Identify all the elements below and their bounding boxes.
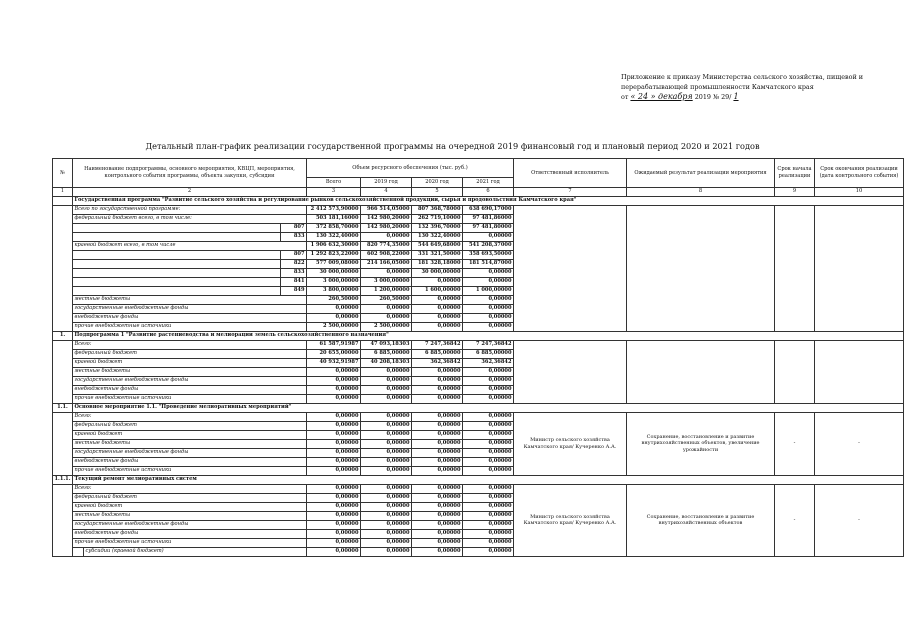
amount-cell: 1 200,00000 bbox=[361, 286, 412, 295]
amount-cell: 0,00000 bbox=[307, 448, 361, 457]
amount-cell: 181 328,18000 bbox=[412, 259, 463, 268]
col-number: 5 bbox=[412, 187, 463, 196]
amount-cell: 0,00000 bbox=[361, 367, 412, 376]
amount-cell: 544 649,68000 bbox=[412, 241, 463, 250]
amount-cell: 7 247,36842 bbox=[463, 340, 514, 349]
amount-cell: 0,00000 bbox=[412, 394, 463, 403]
amount-cell: 0,00000 bbox=[307, 538, 361, 547]
amount-cell: 0,00000 bbox=[463, 304, 514, 313]
amount-cell: 0,00000 bbox=[307, 511, 361, 520]
amount-cell: 6 885,00000 bbox=[412, 349, 463, 358]
amount-cell: 0,00000 bbox=[412, 547, 463, 556]
code-cell: 822 bbox=[281, 259, 307, 268]
amount-cell: 1 292 823,22000 bbox=[307, 250, 361, 259]
row-label: Всего: bbox=[73, 412, 307, 421]
amount-cell: 130 322,40000 bbox=[412, 232, 463, 241]
col-number: 2 bbox=[73, 187, 307, 196]
amount-cell: 372 858,70000 bbox=[307, 223, 361, 232]
amount-cell: 0,00000 bbox=[361, 304, 412, 313]
amount-cell: 0,00000 bbox=[412, 457, 463, 466]
start-cell bbox=[775, 340, 815, 403]
amount-cell: 0,00000 bbox=[463, 511, 514, 520]
amount-cell: 0,00000 bbox=[463, 457, 514, 466]
amount-cell: 0,00000 bbox=[307, 385, 361, 394]
amount-cell: 0,00000 bbox=[412, 430, 463, 439]
header-result: Ожидаемый результат реализации мероприятия bbox=[627, 159, 775, 188]
amount-cell: 0,00000 bbox=[412, 493, 463, 502]
amount-cell: 0,00000 bbox=[361, 430, 412, 439]
row-label: федеральный бюджет bbox=[73, 349, 307, 358]
amount-cell: 30 000,00000 bbox=[307, 268, 361, 277]
amount-cell: 3 000,00000 bbox=[361, 277, 412, 286]
row-label: краевой бюджет bbox=[73, 358, 307, 367]
amount-cell: 0,00000 bbox=[361, 376, 412, 385]
amount-cell: 0,00000 bbox=[361, 268, 412, 277]
code-cell: 833 bbox=[281, 268, 307, 277]
amount-cell: 2 500,00000 bbox=[361, 322, 412, 331]
amount-cell: 0,00000 bbox=[412, 439, 463, 448]
row-label: местные бюджеты bbox=[73, 367, 307, 376]
section-row bbox=[53, 403, 904, 412]
header-start: Срок начала реализации bbox=[775, 159, 815, 188]
row-label: Всего по государственной программе: bbox=[73, 205, 307, 214]
amount-cell: 0,00000 bbox=[463, 421, 514, 430]
result-cell bbox=[627, 205, 775, 331]
amount-cell: 40 932,91987 bbox=[307, 358, 361, 367]
amount-cell: 503 181,16000 bbox=[307, 214, 361, 223]
amount-cell: 362,36842 bbox=[463, 358, 514, 367]
amount-cell: 0,00000 bbox=[307, 421, 361, 430]
amount-cell: 0,00000 bbox=[463, 412, 514, 421]
amount-cell: 331 321,50000 bbox=[412, 250, 463, 259]
row-label: прочие внебюджетные источники bbox=[73, 322, 307, 331]
approval-date-prefix: от bbox=[621, 93, 629, 101]
amount-cell: 0,00000 bbox=[361, 439, 412, 448]
col-number: 4 bbox=[361, 187, 412, 196]
amount-cell: 541 208,37000 bbox=[463, 241, 514, 250]
header-2019: 2019 год bbox=[361, 178, 412, 188]
amount-cell: 2 412 573,90000 bbox=[307, 205, 361, 214]
amount-cell: 0,00000 bbox=[412, 304, 463, 313]
amount-cell: 260,50000 bbox=[307, 295, 361, 304]
row-label: местные бюджеты bbox=[73, 511, 307, 520]
amount-cell: 0,00000 bbox=[307, 520, 361, 529]
row-number: 1. bbox=[53, 331, 73, 340]
amount-cell: 0,00000 bbox=[463, 376, 514, 385]
amount-cell: 0,00000 bbox=[307, 466, 361, 475]
amount-cell: 0,00000 bbox=[463, 484, 514, 493]
table-row bbox=[53, 340, 904, 349]
amount-cell: 0,00000 bbox=[361, 547, 412, 556]
amount-cell: 966 514,05000 bbox=[361, 205, 412, 214]
amount-cell: 2 500,00000 bbox=[307, 322, 361, 331]
empty-cell bbox=[73, 250, 281, 259]
amount-cell: 0,00000 bbox=[412, 511, 463, 520]
result-cell: Сохранение, восстановление и развитие внутрихозяйственных объектов bbox=[627, 484, 775, 556]
row-label: федеральный бюджет bbox=[73, 421, 307, 430]
document-title: Детальный план-график реализации государственной программы на очередной 2019 финансовый год и плановый период 2020 и 2021 годов bbox=[145, 141, 760, 151]
amount-cell: 47 093,18303 bbox=[361, 340, 412, 349]
amount-cell: 3 000,00000 bbox=[307, 277, 361, 286]
amount-cell: 97 481,86000 bbox=[463, 214, 514, 223]
amount-cell: 0,00000 bbox=[307, 439, 361, 448]
approval-order: 2019 № 29/ bbox=[694, 93, 732, 101]
executor-cell bbox=[514, 340, 627, 403]
amount-cell: 0,00000 bbox=[412, 412, 463, 421]
executor-cell bbox=[514, 205, 627, 331]
approval-note bbox=[621, 73, 891, 103]
amount-cell: 0,00000 bbox=[361, 484, 412, 493]
amount-cell: 0,00000 bbox=[361, 529, 412, 538]
table-row bbox=[53, 205, 904, 214]
col-number: 10 bbox=[815, 187, 904, 196]
amount-cell: 0,00000 bbox=[463, 322, 514, 331]
row-number: 1.1.1. bbox=[53, 475, 73, 484]
start-cell: - bbox=[775, 484, 815, 556]
program-title: Государственная программа "Развитие сельского хозяйства и регулирование рынков сельскохозяйственной продукции, сырья и продовольствия Камчатского края" bbox=[73, 196, 904, 205]
empty-cell bbox=[73, 547, 84, 556]
header-total: Всего bbox=[307, 178, 361, 188]
amount-cell: 1 600,00000 bbox=[412, 286, 463, 295]
amount-cell: 1 906 632,30000 bbox=[307, 241, 361, 250]
code-cell: 849 bbox=[281, 286, 307, 295]
amount-cell: 142 980,20000 bbox=[361, 223, 412, 232]
executor-cell: Министр сельского хозяйства Камчатского края/ Кучеренко А.А. bbox=[514, 412, 627, 475]
amount-cell: 0,00000 bbox=[463, 232, 514, 241]
end-cell: - bbox=[815, 412, 904, 475]
amount-cell: 0,00000 bbox=[361, 457, 412, 466]
row-label: Всего: bbox=[73, 484, 307, 493]
amount-cell: 0,00000 bbox=[412, 385, 463, 394]
amount-cell: 0,00000 bbox=[463, 367, 514, 376]
amount-cell: 0,00000 bbox=[361, 385, 412, 394]
header-end: Срок окончания реализации (дата контрольного события) bbox=[815, 159, 904, 188]
row-number: 1.1. bbox=[53, 403, 73, 412]
amount-cell: 6 885,00000 bbox=[361, 349, 412, 358]
col-number: 7 bbox=[514, 187, 627, 196]
amount-cell: 0,00000 bbox=[361, 448, 412, 457]
amount-cell: 0,00000 bbox=[412, 502, 463, 511]
amount-cell: 0,00000 bbox=[361, 502, 412, 511]
header-num: № bbox=[53, 159, 73, 188]
section-title: Подпрограмма 1 "Развитие растениеводства и мелиорации земель сельскохозяйственного назначения" bbox=[73, 331, 904, 340]
amount-cell: 130 322,40000 bbox=[307, 232, 361, 241]
amount-cell: 0,00000 bbox=[463, 439, 514, 448]
table-row bbox=[53, 484, 904, 493]
amount-cell: 262 719,10000 bbox=[412, 214, 463, 223]
approval-line-1: Приложение к приказу Министерства сельского хозяйства, пищевой и bbox=[621, 73, 864, 81]
amount-cell: 0,00000 bbox=[307, 412, 361, 421]
amount-cell: 0,00000 bbox=[463, 547, 514, 556]
empty-cell bbox=[73, 259, 281, 268]
end-cell bbox=[815, 340, 904, 403]
header-2020: 2020 год bbox=[412, 178, 463, 188]
amount-cell: 0,00000 bbox=[361, 466, 412, 475]
row-label: прочие внебюджетные источники bbox=[73, 538, 307, 547]
amount-cell: 0,00000 bbox=[361, 313, 412, 322]
amount-cell: 1 000,00000 bbox=[463, 286, 514, 295]
amount-cell: 0,00000 bbox=[412, 421, 463, 430]
end-cell bbox=[815, 205, 904, 331]
row-label: государственные внебюджетные фонды bbox=[73, 520, 307, 529]
empty-cell bbox=[73, 277, 281, 286]
col-number: 6 bbox=[463, 187, 514, 196]
row-label: внебюджетные фонды bbox=[73, 385, 307, 394]
amount-cell: 0,00000 bbox=[463, 277, 514, 286]
amount-cell: 0,00000 bbox=[463, 520, 514, 529]
executor-cell: Министр сельского хозяйства Камчатского края/ Кучеренко А.А. bbox=[514, 484, 627, 556]
amount-cell: 577 009,08000 bbox=[307, 259, 361, 268]
amount-cell: 0,00000 bbox=[412, 484, 463, 493]
amount-cell: 0,00000 bbox=[307, 430, 361, 439]
amount-cell: 0,00000 bbox=[412, 466, 463, 475]
amount-cell: 0,00000 bbox=[361, 538, 412, 547]
amount-cell: 0,00000 bbox=[361, 493, 412, 502]
header-name: Наименование подпрограммы, основного мероприятия, КВЦП, мероприятия, контрольного события программы, объекта закупки, субсидии bbox=[73, 159, 307, 188]
amount-cell: 97 481,80000 bbox=[463, 223, 514, 232]
amount-cell: 0,00000 bbox=[307, 394, 361, 403]
col-number: 1 bbox=[53, 187, 73, 196]
amount-cell: 0,00000 bbox=[463, 268, 514, 277]
row-label: прочие внебюджетные источники bbox=[73, 466, 307, 475]
row-label: местные бюджеты bbox=[73, 295, 307, 304]
empty-cell bbox=[73, 232, 281, 241]
header-volume: Объем ресурсного обеспечения (тыс. руб.) bbox=[307, 159, 514, 178]
start-cell bbox=[775, 205, 815, 331]
amount-cell: 0,00000 bbox=[412, 295, 463, 304]
row-label: прочие внебюджетные источники bbox=[73, 394, 307, 403]
approval-line-3 bbox=[621, 92, 891, 103]
section-row bbox=[53, 475, 904, 484]
amount-cell: 0,00000 bbox=[307, 529, 361, 538]
amount-cell: 260,50000 bbox=[361, 295, 412, 304]
amount-cell: 0,00000 bbox=[463, 394, 514, 403]
amount-cell: 358 693,50000 bbox=[463, 250, 514, 259]
amount-cell: 0,00000 bbox=[463, 385, 514, 394]
row-label: местные бюджеты bbox=[73, 439, 307, 448]
result-cell bbox=[627, 340, 775, 403]
amount-cell: 0,00000 bbox=[463, 466, 514, 475]
approval-date: « 24 » декабря bbox=[630, 92, 693, 101]
amount-cell: 0,00000 bbox=[412, 529, 463, 538]
amount-cell: 0,00000 bbox=[412, 367, 463, 376]
code-cell: 833 bbox=[281, 232, 307, 241]
amount-cell: 0,00000 bbox=[361, 511, 412, 520]
row-label: краевой бюджет bbox=[73, 430, 307, 439]
plan-schedule-table bbox=[52, 158, 904, 557]
code-cell: 807 bbox=[281, 250, 307, 259]
amount-cell: 807 368,78000 bbox=[412, 205, 463, 214]
amount-cell: 40 208,18303 bbox=[361, 358, 412, 367]
row-label: государственные внебюджетные фонды bbox=[73, 448, 307, 457]
amount-cell: 0,00000 bbox=[307, 457, 361, 466]
amount-cell: 0,00000 bbox=[307, 493, 361, 502]
amount-cell: 0,00000 bbox=[412, 376, 463, 385]
amount-cell: 61 587,91987 bbox=[307, 340, 361, 349]
empty-cell bbox=[53, 340, 73, 403]
amount-cell: 362,36842 bbox=[412, 358, 463, 367]
amount-cell: 0,00000 bbox=[463, 430, 514, 439]
amount-cell: 132 396,70000 bbox=[412, 223, 463, 232]
amount-cell: 20 655,00000 bbox=[307, 349, 361, 358]
empty-cell bbox=[73, 223, 281, 232]
amount-cell: 0,00000 bbox=[412, 448, 463, 457]
table-row bbox=[53, 412, 904, 421]
amount-cell: 181 514,87000 bbox=[463, 259, 514, 268]
amount-cell: 0,00000 bbox=[412, 313, 463, 322]
amount-cell: 142 980,20000 bbox=[361, 214, 412, 223]
amount-cell: 214 166,05000 bbox=[361, 259, 412, 268]
amount-cell: 0,00000 bbox=[463, 529, 514, 538]
amount-cell: 6 885,00000 bbox=[463, 349, 514, 358]
amount-cell: 0,00000 bbox=[361, 520, 412, 529]
header-2021: 2021 год bbox=[463, 178, 514, 188]
row-label: внебюджетные фонды bbox=[73, 529, 307, 538]
approval-order-number: 1 bbox=[733, 92, 739, 101]
amount-cell: 0,00000 bbox=[463, 448, 514, 457]
amount-cell: 0,00000 bbox=[463, 313, 514, 322]
amount-cell: 0,00000 bbox=[463, 538, 514, 547]
amount-cell: 7 247,36842 bbox=[412, 340, 463, 349]
amount-cell: 0,00000 bbox=[307, 484, 361, 493]
amount-cell: 0,00000 bbox=[412, 538, 463, 547]
row-label: внебюджетные фонды bbox=[73, 457, 307, 466]
start-cell: - bbox=[775, 412, 815, 475]
amount-cell: 0,00000 bbox=[412, 277, 463, 286]
row-label: государственные внебюджетные фонды bbox=[73, 376, 307, 385]
col-number: 8 bbox=[627, 187, 775, 196]
row-label: государственные внебюджетные фонды bbox=[73, 304, 307, 313]
row-label: краевой бюджет bbox=[73, 502, 307, 511]
row-label: субсидии (краевой бюджет) bbox=[84, 547, 307, 556]
end-cell: - bbox=[815, 484, 904, 556]
amount-cell: 0,00000 bbox=[361, 421, 412, 430]
row-label: внебюджетные фонды bbox=[73, 313, 307, 322]
amount-cell: 0,00000 bbox=[463, 493, 514, 502]
empty-cell bbox=[53, 484, 73, 556]
amount-cell: 0,00000 bbox=[307, 367, 361, 376]
section-row bbox=[53, 331, 904, 340]
result-cell: Сохранение, восстановление и развитие внутрихозяйственных объектов, увеличение урожайности bbox=[627, 412, 775, 475]
amount-cell: 0,00000 bbox=[361, 394, 412, 403]
row-label: федеральный бюджет bbox=[73, 493, 307, 502]
amount-cell: 30 000,00000 bbox=[412, 268, 463, 277]
amount-cell: 0,00000 bbox=[307, 376, 361, 385]
col-number: 3 bbox=[307, 187, 361, 196]
code-cell: 841 bbox=[281, 277, 307, 286]
amount-cell: 0,00000 bbox=[361, 412, 412, 421]
amount-cell: 0,00000 bbox=[307, 547, 361, 556]
amount-cell: 0,00000 bbox=[307, 502, 361, 511]
code-cell: 807 bbox=[281, 223, 307, 232]
amount-cell: 3 800,00000 bbox=[307, 286, 361, 295]
amount-cell: 602 908,22000 bbox=[361, 250, 412, 259]
empty-cell bbox=[73, 286, 281, 295]
header-executor: Ответственный исполнитель bbox=[514, 159, 627, 188]
amount-cell: 0,00000 bbox=[463, 295, 514, 304]
amount-cell: 0,00000 bbox=[307, 313, 361, 322]
empty-cell bbox=[53, 205, 73, 331]
amount-cell: 0,00000 bbox=[412, 322, 463, 331]
amount-cell: 0,00000 bbox=[412, 520, 463, 529]
amount-cell: 638 690,17000 bbox=[463, 205, 514, 214]
amount-cell: 0,00000 bbox=[463, 502, 514, 511]
section-title: Текущий ремонт мелиоративных систем bbox=[73, 475, 904, 484]
amount-cell: 0,00000 bbox=[307, 304, 361, 313]
row-label: Всего: bbox=[73, 340, 307, 349]
section-title: Основное мероприятие 1.1. "Проведение мелиоративных мероприятий" bbox=[73, 403, 904, 412]
approval-line-2: перерабатывающей промышленности Камчатского края bbox=[621, 82, 814, 91]
empty-cell bbox=[53, 412, 73, 475]
amount-cell: 820 774,35000 bbox=[361, 241, 412, 250]
row-label: краевой бюджет всего, в том числе bbox=[73, 241, 307, 250]
row-label: федеральный бюджет всего, в том числе: bbox=[73, 214, 307, 223]
column-number-row bbox=[53, 187, 904, 196]
amount-cell: 0,00000 bbox=[361, 232, 412, 241]
col-number: 9 bbox=[775, 187, 815, 196]
empty-cell bbox=[73, 268, 281, 277]
program-title-row bbox=[53, 196, 904, 205]
